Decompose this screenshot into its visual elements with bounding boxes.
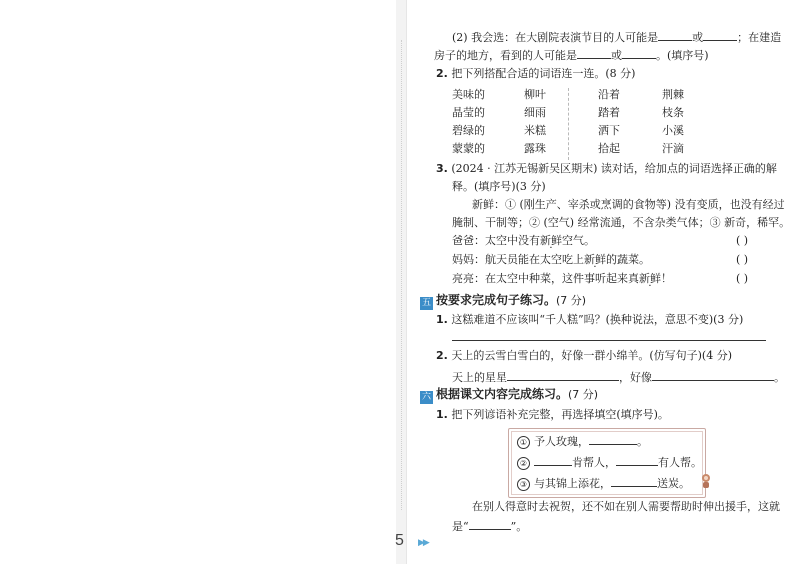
s6-q1-prompt: 1. 把下列谚语补充完整，再选择填空(填序号)。 — [436, 408, 669, 421]
q3-prompt-line2: 释。(填序号)(3 分) — [452, 180, 546, 193]
match-left-a-2[interactable]: 碧绿的 — [452, 124, 485, 137]
answer-blank[interactable] — [611, 475, 657, 487]
match-right-a-3[interactable]: 拾起 — [598, 142, 620, 155]
binding-dotted-line — [401, 40, 402, 510]
section5-header: 五 按要求完成句子练习。(7 分) — [421, 293, 587, 308]
answer-blank[interactable] — [658, 29, 692, 41]
answer-paren[interactable]: ( ) — [736, 253, 749, 266]
s5-q1-answer-line[interactable] — [452, 340, 766, 341]
closing-line2: 是“ ”。 — [452, 520, 528, 533]
definition-line1: 新鲜：① (刚生产、宰杀或烹调的食物等) 没有变质，也没有经过 — [472, 198, 785, 211]
dialog-line-liangliang: 亮亮：在太空中种菜，这件事听起来真新鲜！ — [452, 272, 672, 285]
match-left-a-3[interactable]: 蒙蒙的 — [452, 142, 485, 155]
s5-q1-prompt: 1. 这糕难道不应该叫“千人糕”吗？(换种说法，意思不变)(3 分) — [436, 313, 744, 326]
circled-number: ② — [517, 457, 530, 470]
answer-blank[interactable] — [577, 47, 611, 59]
section6-header: 六 根据课文内容完成练习。(7 分) — [421, 387, 599, 402]
dialog-line-mom: 妈妈：航天员能在太空吃上新鲜的蔬菜。 — [452, 253, 650, 266]
definition-line2: 腌制、干制等；② (空气) 经常流通，不含杂类气体；③ 新奇，稀罕。 — [452, 216, 791, 229]
q2-prompt: 2. 把下列搭配合适的词语连一连。(8 分) — [436, 67, 636, 80]
match-left-a-1[interactable]: 晶莹的 — [452, 106, 485, 119]
match-right-b-2[interactable]: 小溪 — [662, 124, 684, 137]
answer-blank[interactable] — [703, 29, 737, 41]
proverb-box — [508, 428, 706, 498]
s5-q2-prompt: 2. 天上的云雪白雪白的，好像一群小绵羊。(仿写句子)(4 分) — [436, 349, 733, 362]
dialog-line-dad: 爸爸：太空中没有新鲜空气。 — [452, 234, 595, 247]
q3-prompt-line1: 3. (2024 · 江苏无锡新吴区期末) 读对话，给加点的词语选择正确的解 — [436, 162, 777, 175]
mascot-icon — [699, 472, 713, 490]
matching-divider — [568, 88, 569, 160]
arrow-icon: ▶▶ — [418, 538, 428, 548]
proverb-row-2: ② 肯帮人， 有人帮。 — [517, 454, 702, 470]
match-left-b-0[interactable]: 柳叶 — [524, 88, 546, 101]
match-right-a-0[interactable]: 沿着 — [598, 88, 620, 101]
proverb-row-1: ① 予人玫瑰， 。 — [517, 433, 648, 449]
answer-blank[interactable] — [589, 433, 637, 445]
match-left-b-2[interactable]: 米糕 — [524, 124, 546, 137]
answer-blank[interactable] — [507, 369, 619, 381]
circled-number: ① — [517, 436, 530, 449]
answer-paren[interactable]: ( ) — [736, 234, 749, 247]
match-left-b-1[interactable]: 细雨 — [524, 106, 546, 119]
match-right-b-3[interactable]: 汗滴 — [662, 142, 684, 155]
closing-line1: 在别人得意时去祝贺，还不如在别人需要帮助时伸出援手，这就 — [472, 500, 780, 513]
circled-number: ③ — [517, 478, 530, 491]
section-number-icon: 六 — [421, 392, 431, 402]
page-number: 5 — [395, 532, 404, 549]
q1-part2-line1: (2) 我会选：在大剧院表演节目的人可能是 或 ；在建造 — [452, 31, 782, 44]
match-left-a-0[interactable]: 美味的 — [452, 88, 485, 101]
answer-blank[interactable] — [622, 47, 656, 59]
match-right-a-1[interactable]: 踏着 — [598, 106, 620, 119]
answer-paren[interactable]: ( ) — [736, 272, 749, 285]
q1-part2-line2: 房子的地方，看到的人可能是 或 。(填序号) — [434, 49, 709, 62]
s5-q2-fill-line: 天上的星星 ，好像 。 — [452, 371, 785, 384]
answer-blank[interactable] — [616, 454, 658, 466]
match-right-a-2[interactable]: 洒下 — [598, 124, 620, 137]
answer-blank[interactable] — [534, 454, 572, 466]
answer-blank[interactable] — [469, 518, 511, 530]
match-right-b-0[interactable]: 荆棘 — [662, 88, 684, 101]
match-left-b-3[interactable]: 露珠 — [524, 142, 546, 155]
match-right-b-1[interactable]: 枝条 — [662, 106, 684, 119]
section-number-icon: 五 — [421, 298, 431, 308]
proverb-row-3: ③ 与其锦上添花， 送炭。 — [517, 475, 690, 491]
answer-blank[interactable] — [652, 369, 774, 381]
